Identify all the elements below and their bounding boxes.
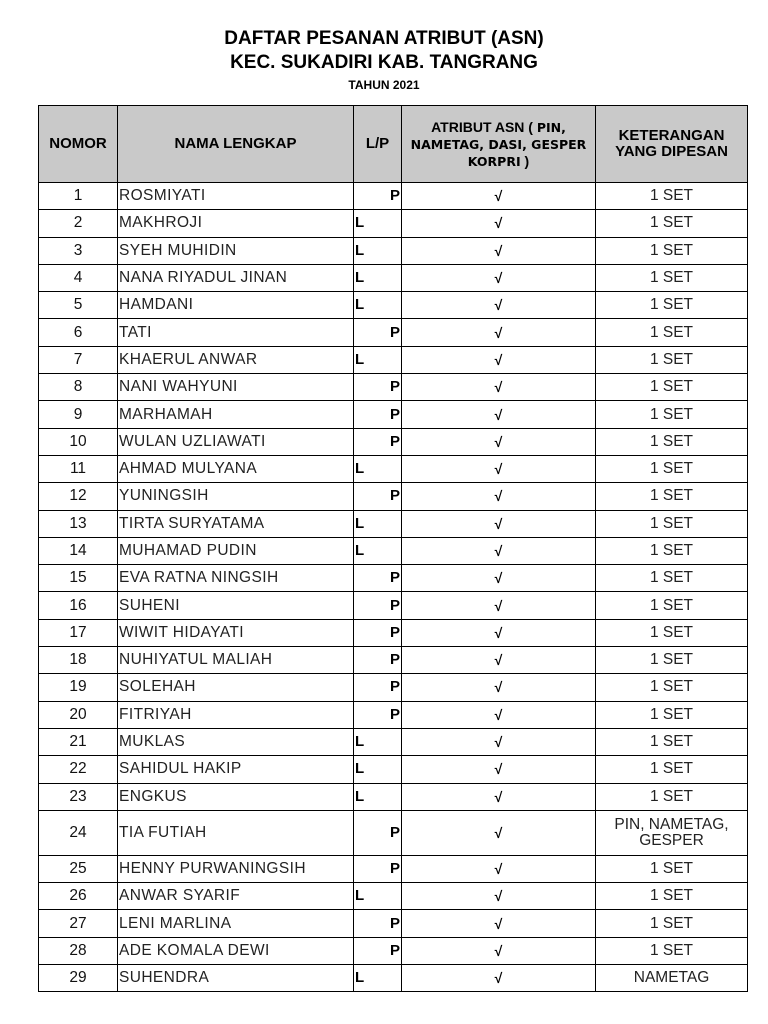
- row-number: 6: [39, 319, 118, 346]
- row-name: WIWIT HIDAYATI: [118, 619, 354, 646]
- row-check-mark: √: [402, 937, 596, 964]
- row-gender: L: [354, 537, 402, 564]
- header-lp: L/P: [354, 106, 402, 183]
- document-year: TAHUN 2021: [348, 78, 420, 92]
- table-row: [39, 537, 748, 564]
- row-number: 23: [39, 783, 118, 810]
- row-keterangan: 1 SET: [596, 728, 748, 755]
- row-check-mark: √: [402, 674, 596, 701]
- header-atribut-suffix: ): [524, 152, 530, 169]
- row-keterangan: 1 SET: [596, 264, 748, 291]
- table-row: [39, 965, 748, 992]
- table-row: [39, 728, 748, 755]
- table-row: [39, 592, 748, 619]
- row-keterangan: 1 SET: [596, 937, 748, 964]
- row-name: WULAN UZLIAWATI: [118, 428, 354, 455]
- row-check-mark: √: [402, 783, 596, 810]
- row-number: 11: [39, 455, 118, 482]
- row-number: 26: [39, 883, 118, 910]
- row-keterangan: NAMETAG: [596, 965, 748, 992]
- row-keterangan: PIN, NAMETAG, GESPER: [596, 810, 748, 855]
- row-number: 13: [39, 510, 118, 537]
- row-gender: L: [354, 292, 402, 319]
- row-name: SYEH MUHIDIN: [118, 237, 354, 264]
- header-nama: NAMA LENGKAP: [118, 106, 354, 183]
- row-number: 3: [39, 237, 118, 264]
- table-header-row: [39, 106, 748, 183]
- row-number: 12: [39, 483, 118, 510]
- row-check-mark: √: [402, 264, 596, 291]
- row-keterangan: 1 SET: [596, 183, 748, 210]
- row-number: 5: [39, 292, 118, 319]
- header-atribut-items: PIN, NAMETAG, DASI, GESPER KORPRI: [410, 119, 587, 169]
- order-table: [38, 105, 748, 992]
- row-keterangan: 1 SET: [596, 910, 748, 937]
- row-number: 21: [39, 728, 118, 755]
- row-name: FITRIYAH: [118, 701, 354, 728]
- row-keterangan: 1 SET: [596, 510, 748, 537]
- row-keterangan: 1 SET: [596, 783, 748, 810]
- row-name: SUHENI: [118, 592, 354, 619]
- row-name: ADE KOMALA DEWI: [118, 937, 354, 964]
- row-gender: L: [354, 346, 402, 373]
- row-number: 7: [39, 346, 118, 373]
- row-gender: L: [354, 510, 402, 537]
- table-row: [39, 210, 748, 237]
- header-keterangan: KETERANGAN YANG DIPESAN: [596, 106, 748, 183]
- row-check-mark: √: [402, 537, 596, 564]
- row-gender: P: [354, 565, 402, 592]
- row-name: NANI WAHYUNI: [118, 374, 354, 401]
- table-row: [39, 565, 748, 592]
- row-number: 19: [39, 674, 118, 701]
- table-row: [39, 883, 748, 910]
- row-check-mark: √: [402, 883, 596, 910]
- row-gender: P: [354, 592, 402, 619]
- row-gender: P: [354, 855, 402, 882]
- row-number: 29: [39, 965, 118, 992]
- row-gender: P: [354, 401, 402, 428]
- table-row: [39, 783, 748, 810]
- row-gender: L: [354, 965, 402, 992]
- row-name: MUKLAS: [118, 728, 354, 755]
- row-gender: P: [354, 483, 402, 510]
- table-row: [39, 292, 748, 319]
- row-keterangan: 1 SET: [596, 346, 748, 373]
- table-row: [39, 701, 748, 728]
- table-row: [39, 183, 748, 210]
- row-name: ANWAR SYARIF: [118, 883, 354, 910]
- row-check-mark: √: [402, 401, 596, 428]
- row-check-mark: √: [402, 292, 596, 319]
- table-row: [39, 810, 748, 855]
- row-name: ENGKUS: [118, 783, 354, 810]
- row-check-mark: √: [402, 183, 596, 210]
- row-keterangan: 1 SET: [596, 319, 748, 346]
- row-name: AHMAD MULYANA: [118, 455, 354, 482]
- row-number: 27: [39, 910, 118, 937]
- row-name: LENI MARLINA: [118, 910, 354, 937]
- row-keterangan: 1 SET: [596, 592, 748, 619]
- row-number: 28: [39, 937, 118, 964]
- row-check-mark: √: [402, 756, 596, 783]
- row-check-mark: √: [402, 647, 596, 674]
- table-row: [39, 319, 748, 346]
- document-subtitle: KEC. SUKADIRI KAB. TANGRANG: [230, 52, 538, 73]
- row-keterangan: 1 SET: [596, 483, 748, 510]
- row-name: TIA FUTIAH: [118, 810, 354, 855]
- row-gender: L: [354, 783, 402, 810]
- row-name: SUHENDRA: [118, 965, 354, 992]
- row-name: HAMDANI: [118, 292, 354, 319]
- row-gender: L: [354, 237, 402, 264]
- row-keterangan: 1 SET: [596, 674, 748, 701]
- row-gender: L: [354, 455, 402, 482]
- table-row: [39, 855, 748, 882]
- row-number: 9: [39, 401, 118, 428]
- row-number: 22: [39, 756, 118, 783]
- table-row: [39, 483, 748, 510]
- row-gender: P: [354, 910, 402, 937]
- row-check-mark: √: [402, 728, 596, 755]
- row-gender: L: [354, 756, 402, 783]
- row-gender: P: [354, 428, 402, 455]
- header-nomor: NOMOR: [39, 106, 118, 183]
- row-name: SOLEHAH: [118, 674, 354, 701]
- row-check-mark: √: [402, 565, 596, 592]
- row-check-mark: √: [402, 455, 596, 482]
- row-number: 14: [39, 537, 118, 564]
- document-title: DAFTAR PESANAN ATRIBUT (ASN): [224, 28, 544, 49]
- row-name: MAKHROJI: [118, 210, 354, 237]
- row-keterangan: 1 SET: [596, 292, 748, 319]
- row-gender: P: [354, 937, 402, 964]
- row-keterangan: 1 SET: [596, 428, 748, 455]
- table-row: [39, 619, 748, 646]
- row-name: ROSMIYATI: [118, 183, 354, 210]
- row-gender: P: [354, 319, 402, 346]
- table-row: [39, 264, 748, 291]
- row-number: 1: [39, 183, 118, 210]
- row-keterangan: 1 SET: [596, 883, 748, 910]
- row-check-mark: √: [402, 701, 596, 728]
- row-name: KHAERUL ANWAR: [118, 346, 354, 373]
- row-keterangan: 1 SET: [596, 647, 748, 674]
- row-check-mark: √: [402, 319, 596, 346]
- row-gender: L: [354, 210, 402, 237]
- row-keterangan: 1 SET: [596, 237, 748, 264]
- row-keterangan: 1 SET: [596, 855, 748, 882]
- row-gender: L: [354, 728, 402, 755]
- row-gender: P: [354, 183, 402, 210]
- table-row: [39, 647, 748, 674]
- row-keterangan: 1 SET: [596, 537, 748, 564]
- row-check-mark: √: [402, 619, 596, 646]
- row-gender: P: [354, 674, 402, 701]
- row-check-mark: √: [402, 965, 596, 992]
- row-check-mark: √: [402, 237, 596, 264]
- table-row: [39, 756, 748, 783]
- row-number: 25: [39, 855, 118, 882]
- row-gender: P: [354, 619, 402, 646]
- row-check-mark: √: [402, 374, 596, 401]
- row-check-mark: √: [402, 346, 596, 373]
- row-keterangan: 1 SET: [596, 401, 748, 428]
- header-atribut-prefix: ATRIBUT ASN (: [431, 118, 533, 135]
- row-number: 16: [39, 592, 118, 619]
- row-gender: P: [354, 701, 402, 728]
- row-number: 24: [39, 810, 118, 855]
- header-atribut: [402, 106, 596, 183]
- table-row: [39, 237, 748, 264]
- row-number: 18: [39, 647, 118, 674]
- row-check-mark: √: [402, 510, 596, 537]
- row-keterangan: 1 SET: [596, 374, 748, 401]
- row-name: NUHIYATUL MALIAH: [118, 647, 354, 674]
- row-gender: P: [354, 810, 402, 855]
- table-row: [39, 346, 748, 373]
- row-name: NANA RIYADUL JINAN: [118, 264, 354, 291]
- table-row: [39, 910, 748, 937]
- row-keterangan: 1 SET: [596, 756, 748, 783]
- table-row: [39, 674, 748, 701]
- row-number: 8: [39, 374, 118, 401]
- table-row: [39, 401, 748, 428]
- row-check-mark: √: [402, 428, 596, 455]
- row-name: EVA RATNA NINGSIH: [118, 565, 354, 592]
- table-row: [39, 374, 748, 401]
- row-name: TATI: [118, 319, 354, 346]
- row-name: TIRTA SURYATAMA: [118, 510, 354, 537]
- row-number: 15: [39, 565, 118, 592]
- row-keterangan: 1 SET: [596, 619, 748, 646]
- row-number: 17: [39, 619, 118, 646]
- row-name: MUHAMAD PUDIN: [118, 537, 354, 564]
- row-keterangan: 1 SET: [596, 565, 748, 592]
- row-name: HENNY PURWANINGSIH: [118, 855, 354, 882]
- row-keterangan: 1 SET: [596, 701, 748, 728]
- row-number: 20: [39, 701, 118, 728]
- row-name: YUNINGSIH: [118, 483, 354, 510]
- table-row: [39, 455, 748, 482]
- row-gender: L: [354, 264, 402, 291]
- row-check-mark: √: [402, 855, 596, 882]
- row-keterangan: 1 SET: [596, 210, 748, 237]
- row-check-mark: √: [402, 592, 596, 619]
- row-gender: P: [354, 374, 402, 401]
- row-check-mark: √: [402, 210, 596, 237]
- row-check-mark: √: [402, 910, 596, 937]
- row-name: SAHIDUL HAKIP: [118, 756, 354, 783]
- table-row: [39, 510, 748, 537]
- row-number: 10: [39, 428, 118, 455]
- table-row: [39, 937, 748, 964]
- row-number: 2: [39, 210, 118, 237]
- row-keterangan: 1 SET: [596, 455, 748, 482]
- row-check-mark: √: [402, 810, 596, 855]
- row-check-mark: √: [402, 483, 596, 510]
- row-number: 4: [39, 264, 118, 291]
- row-name: MARHAMAH: [118, 401, 354, 428]
- table-row: [39, 428, 748, 455]
- row-gender: P: [354, 647, 402, 674]
- row-gender: L: [354, 883, 402, 910]
